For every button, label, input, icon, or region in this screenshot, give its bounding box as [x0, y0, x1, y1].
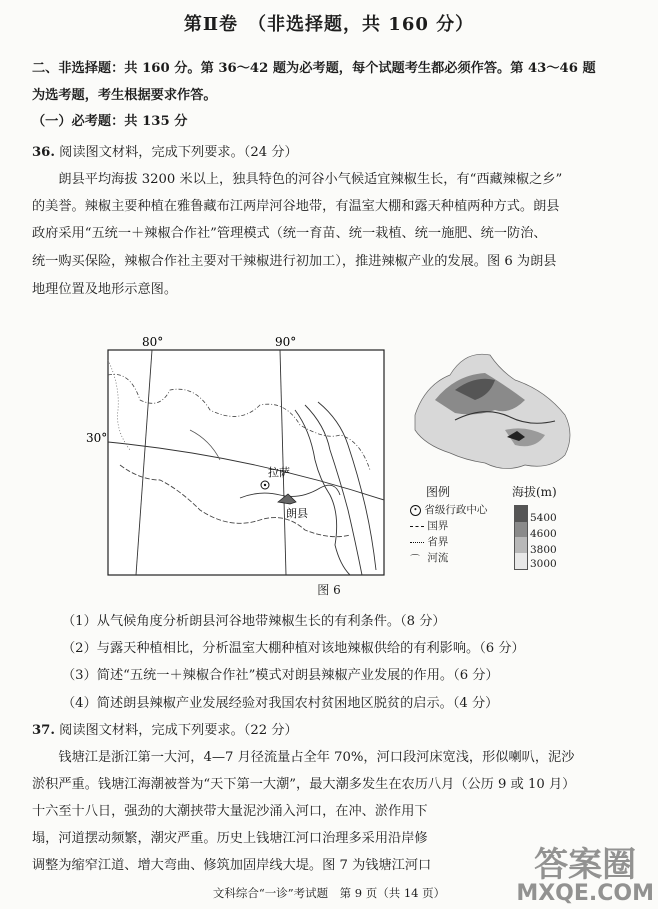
q37-para-line: 淤积严重。钱塘江海潮被誉为“天下第一大潮”，最大潮多发生在农历八月（公历 9 或 10 月） — [32, 777, 576, 792]
elevation-level: 4600 — [530, 528, 557, 540]
watermark-line-2: MXQE.COM — [516, 881, 654, 906]
q36-para-line: 政府采用“五统一＋辣椒合作社”管理模式（统一育苗、统一栽植、统一施肥、统一防治、 — [32, 226, 547, 241]
q36-para-line: 地理位置及地形示意图。 — [32, 282, 178, 297]
elevation-swatch — [515, 553, 527, 569]
elevation-level: 5400 — [530, 512, 557, 524]
lhasa-label: 拉萨 — [268, 466, 290, 479]
capital-symbol-icon: • — [410, 505, 421, 516]
instructions-line-2: 为选考题，考生根据要求作答。 — [32, 88, 217, 103]
elevation-swatch — [515, 537, 527, 553]
province-border-symbol-icon — [410, 542, 424, 543]
page-footer: 文科综合“一诊”考试题 第 9 页（共 14 页） — [212, 886, 446, 900]
elevation-scale-bar — [514, 505, 528, 570]
river-symbol-icon: ⌒ — [410, 554, 420, 566]
location-map — [86, 330, 400, 580]
q37-para-line: 调整为缩窄江道、增大弯曲、修筑加固岸线大堤。图 7 为钱塘江河口 — [32, 858, 432, 873]
q36-sub-question: （2）与露天种植相比，分析温室大棚种植对该地辣椒供给的有利影响。（6 分） — [62, 641, 525, 656]
legend-label: 河流 — [427, 552, 449, 564]
q36-number: 36. — [32, 145, 55, 160]
lon-80-label: 80° — [142, 335, 164, 349]
instructions-line-1: 二、非选择题：共 160 分。第 36～42 题为必考题，每个试题考生都必须作答。第 43～46 题 — [32, 61, 596, 76]
q36-sub-question: （4）简述朗县辣椒产业发展经验对我国农村贫困地区脱贫的启示。（4 分） — [62, 696, 499, 711]
watermark-logo — [516, 847, 654, 905]
national-border-symbol-icon — [410, 526, 424, 527]
lat-30-label: 30° — [86, 431, 108, 445]
legend-label: 国界 — [427, 520, 449, 532]
section-title: 第Ⅱ卷 （非选择题，共 160 分） — [183, 14, 475, 35]
watermark-line-1: 答案圈 — [534, 845, 637, 885]
elevation-swatch — [515, 506, 527, 522]
q36-sub-question: （1）从气候角度分析朗县河谷地带辣椒生长的有利条件。（8 分） — [62, 614, 446, 629]
elevation-level: 3000 — [530, 558, 557, 570]
legend-item-province — [410, 534, 448, 549]
terrain-inset — [395, 345, 585, 480]
q37-heading — [32, 717, 638, 744]
legend-title: 图例 — [426, 485, 451, 499]
legend-item-river — [410, 550, 448, 566]
lhasa-marker-dot — [264, 484, 266, 486]
q37-intro: 阅读图文材料，完成下列要求。（22 分） — [59, 723, 298, 738]
figure-caption: 图 6 — [317, 583, 341, 597]
q37-para-line: 塌，河道摆动频繁，潮灾严重。历史上钱塘江河口治理多采用沿岸修 — [32, 831, 428, 846]
legend-label: 省级行政中心 — [424, 504, 488, 516]
q36-heading — [32, 139, 638, 166]
elevation-swatch — [515, 522, 527, 537]
q36-para-line: 朗县平均海拔 3200 米以上，独具特色的河谷小气候适宜辣椒生长，有“西藏辣椒之乡” — [58, 172, 563, 187]
elevation-title: 海拔(m) — [512, 485, 557, 499]
legend-item-national — [410, 518, 448, 533]
q36-para-line: 统一购买保险，辣椒合作社主要对干辣椒进行初加工），推进辣椒产业的发展。图 6 为朗县 — [32, 254, 557, 269]
legend-label: 省界 — [427, 536, 449, 548]
langxian-label: 朗县 — [286, 507, 308, 520]
q36-intro: 阅读图文材料，完成下列要求。（24 分） — [59, 145, 298, 160]
q36-sub-question: （3）简述“五统一＋辣椒合作社”模式对朗县辣椒产业发展的作用。（6 分） — [62, 668, 499, 683]
required-section-heading: （一）必考题：共 135 分 — [32, 114, 188, 129]
terrain-outline — [415, 354, 570, 468]
q37-para-line: 十六至十八日，强劲的大潮挟带大量泥沙涌入河口，在冲、淤作用下 — [32, 804, 428, 819]
q37-number: 37. — [32, 723, 55, 738]
legend-item-capital — [410, 502, 487, 517]
q36-para-line: 的美誉。辣椒主要种植在雅鲁藏布江两岸河谷地带，有温室大棚和露天种植两种方式。朗县 — [32, 199, 560, 214]
q37-para-line: 钱塘江是浙江第一大河，4—7 月径流量占全年 70%，河口段河床宽浅，形似喇叭，泥沙 — [58, 750, 575, 765]
elevation-level: 3800 — [530, 544, 557, 556]
lon-90-label: 90° — [275, 335, 297, 349]
